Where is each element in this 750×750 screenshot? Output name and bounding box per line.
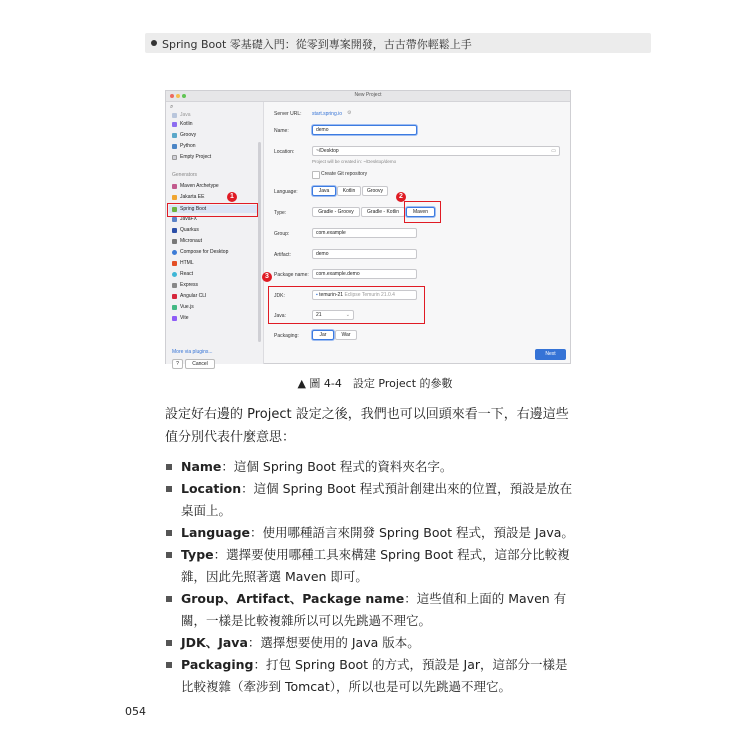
server-url-label: Server URL: [274, 111, 302, 117]
cancel-button[interactable]: Cancel [185, 359, 215, 369]
type-option-gradle-groovy[interactable]: Gradle - Groovy [312, 207, 360, 217]
window-title: New Project [354, 92, 382, 98]
packaging-option-war[interactable]: War [335, 330, 357, 340]
list-item: JDK、Java：選擇想要使用的 Java 版本。 [165, 632, 575, 654]
callout-badge-1: 1 [227, 192, 237, 202]
square-bullet-icon [166, 530, 172, 536]
square-bullet-icon [166, 662, 172, 668]
highlight-jdk-java [268, 286, 425, 324]
type-label: Type: [274, 210, 287, 216]
type-option-gradle-kotlin[interactable]: Gradle - Kotlin [361, 207, 405, 217]
chevron-down-icon: ⌄ [345, 312, 350, 318]
running-header [145, 33, 651, 53]
location-input[interactable]: ~/Desktop ▭ [312, 146, 560, 156]
callout-badge-3: 3 [262, 272, 272, 282]
more-plugins-link[interactable]: More via plugins... [172, 349, 213, 355]
sidebar-item-express[interactable]: Express [172, 282, 198, 288]
sidebar-item-html[interactable]: HTML [172, 260, 194, 266]
list-item: Packaging：打包 Spring Boot 的方式，預設是 Jar，這部分一樣是比較複雜（牽涉到 Tomcat），所以也是可以先跳過不理它。 [165, 654, 575, 698]
sidebar-item-quarkus[interactable]: Quarkus [172, 227, 199, 233]
list-item: Group、Artifact、Package name：這些值和上面的 Maven 有關，一樣是比較複雜所以可以先跳過不理它。 [165, 588, 575, 632]
location-label: Location: [274, 149, 295, 155]
sidebar-item-groovy[interactable]: Groovy [172, 132, 196, 138]
sidebar-item-javafx[interactable]: JavaFX [172, 216, 197, 222]
callout-badge-2: 2 [396, 192, 406, 202]
packaging-option-jar[interactable]: Jar [312, 330, 334, 340]
highlight-spring-boot [167, 203, 258, 217]
create-git-label: Create Git repository [321, 171, 368, 177]
help-button[interactable]: ? [172, 359, 183, 369]
list-item: Type：選擇要使用哪種工具來構建 Spring Boot 程式，這部分比較複雜，因此先照著選 Maven 即可。 [165, 544, 575, 588]
location-hint: Project will be created in: ~/Desktop/demo [312, 159, 397, 164]
sidebar-item-compose-desktop[interactable]: Compose for Desktop [172, 249, 228, 255]
language-option-groovy[interactable]: Groovy [362, 186, 388, 196]
language-option-java[interactable]: Java [312, 186, 336, 196]
intro-paragraph: 設定好右邊的 Project 設定之後，我們也可以回頭來看一下，右邊這些值分別代表什麼意思： [165, 407, 569, 445]
artifact-label: Artifact: [274, 252, 291, 258]
running-header-text: Spring Boot 零基礎入門：從零到專案開發，古古帶你輕鬆上手 [162, 38, 472, 51]
sidebar-item-empty-project[interactable]: Empty Project [172, 154, 211, 160]
create-git-checkbox[interactable] [312, 171, 320, 179]
list-item: Location：這個 Spring Boot 程式預計創建出來的位置，預設是放在桌面上。 [165, 478, 575, 522]
name-input[interactable]: demo [312, 125, 417, 135]
package-name-label: Package name: [274, 272, 309, 278]
bullet-list [165, 456, 575, 698]
name-label: Name: [274, 128, 289, 134]
sidebar-scrollbar[interactable] [258, 142, 261, 342]
package-name-input[interactable]: com.example.demo [312, 269, 417, 279]
group-input[interactable]: com.example [312, 228, 417, 238]
sidebar-item-react[interactable]: React [172, 271, 193, 277]
next-button[interactable]: Next [535, 349, 566, 360]
sidebar-item-java[interactable]: Java [172, 112, 191, 118]
packaging-label: Packaging: [274, 333, 299, 339]
square-bullet-icon [166, 552, 172, 558]
list-item: Name：這個 Spring Boot 程式的資料夾名字。 [165, 456, 575, 478]
window-titlebar [166, 91, 570, 102]
artifact-input[interactable]: demo [312, 249, 417, 259]
settings-gear-icon[interactable]: ⚙ [347, 110, 352, 116]
square-bullet-icon [166, 464, 172, 470]
figure-caption: ▲ 圖 4-4 設定 Project 的參數 [297, 377, 453, 390]
sidebar-item-angular-cli[interactable]: Angular CLI [172, 293, 206, 299]
jdk-folder-icon: ▪ [316, 292, 320, 298]
sidebar-item-vuejs[interactable]: Vue.js [172, 304, 194, 310]
type-option-maven[interactable]: Maven [406, 207, 435, 217]
server-url-link[interactable]: start.spring.io [312, 111, 343, 117]
group-label: Group: [274, 231, 290, 237]
bullet-dot-icon [151, 40, 157, 46]
new-project-screenshot [165, 90, 571, 367]
java-label: Java: [274, 313, 286, 319]
page-number: 054 [125, 705, 146, 718]
list-item: Language：使用哪種語言來開發 Spring Boot 程式，預設是 Java。 [165, 522, 575, 544]
jdk-label: JDK: [274, 293, 285, 299]
folder-icon[interactable]: ▭ [551, 148, 556, 154]
sidebar-item-python[interactable]: Python [172, 143, 196, 149]
sidebar-item-jakarta-ee[interactable]: Jakarta EE [172, 194, 204, 200]
generators-heading: Generators [172, 172, 198, 178]
sidebar-item-micronaut[interactable]: Micronaut [172, 238, 202, 244]
square-bullet-icon [166, 596, 172, 602]
java-version-select[interactable]: 21 ⌄ [312, 310, 354, 320]
sidebar-item-maven-archetype[interactable]: Maven Archetype [172, 183, 219, 189]
square-bullet-icon [166, 640, 172, 646]
sidebar-item-spring-boot[interactable]: Spring Boot [169, 205, 258, 213]
square-bullet-icon [166, 486, 172, 492]
highlight-maven [404, 201, 441, 223]
sidebar-item-kotlin[interactable]: Kotlin [172, 121, 193, 127]
language-option-kotlin[interactable]: Kotlin [337, 186, 361, 196]
sidebar-item-vite[interactable]: Vite [172, 315, 189, 321]
project-type-sidebar [166, 102, 264, 367]
search-icon[interactable]: ⌕ [170, 104, 174, 110]
language-label: Language: [274, 189, 298, 195]
jdk-select[interactable]: ▪ temurin-21 Eclipse Temurin 21.0.4 [312, 290, 417, 300]
